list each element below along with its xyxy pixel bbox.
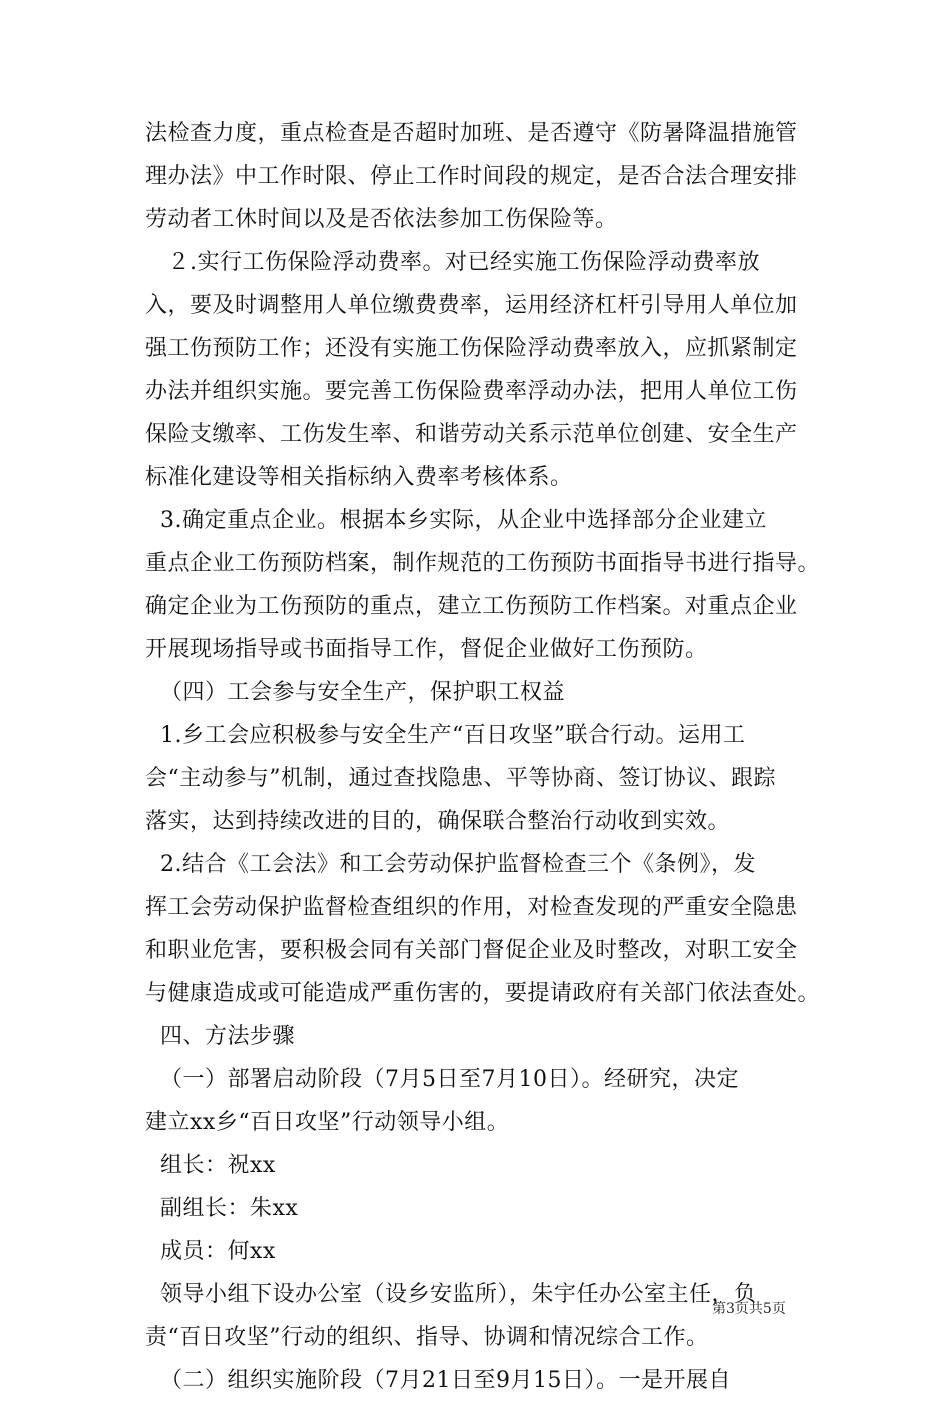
text-line: 开展现场指导或书面指导工作，督促企业做好工伤预防。 bbox=[145, 637, 708, 662]
text-line: 成员：何xx bbox=[145, 1239, 276, 1264]
text-line: 副组长：朱xx bbox=[145, 1196, 299, 1221]
text-line: 确定企业为工伤预防的重点，建立工伤预防工作档案。对重点企业 bbox=[145, 594, 798, 619]
text-line: 法检查力度，重点检查是否超时加班、是否遵守《防暑降温措施管 bbox=[145, 121, 798, 146]
text-line: 理办法》中工作时限、停止工作时间段的规定，是否合法合理安排 bbox=[145, 164, 798, 189]
text-line: 1.乡工会应积极参与安全生产“百日攻坚”联合行动。运用工 bbox=[145, 723, 746, 748]
text-line: 挥工会劳动保护监督检查组织的作用，对检查发现的严重安全隐患 bbox=[145, 895, 798, 920]
text-line: 组长：祝xx bbox=[145, 1153, 276, 1178]
section-heading: 四、方法步骤 bbox=[145, 1024, 295, 1049]
text-line: 领导小组下设办公室（设乡安监所），朱宇任办公室主任，负 bbox=[145, 1282, 757, 1307]
text-line: （一）部署启动阶段（7月5日至7月10日）。经研究，决定 bbox=[145, 1067, 739, 1092]
text-line: 2.结合《工会法》和工会劳动保护监督检查三个《条例》，发 bbox=[145, 852, 756, 877]
text-line: 和职业危害，要积极会同有关部门督促企业及时整改，对职工安全 bbox=[145, 938, 798, 963]
text-line: 重点企业工伤预防档案，制作规范的工伤预防书面指导书进行指导。 bbox=[145, 551, 821, 576]
text-line: （二）组织实施阶段（7月21日至9月15日）。一是开展自 bbox=[145, 1368, 731, 1393]
text-line: 建立xx乡“百日攻坚”行动领导小组。 bbox=[145, 1110, 510, 1135]
text-line: 强工伤预防工作；还没有实施工伤保险浮动费率放入，应抓紧制定 bbox=[145, 336, 798, 361]
text-line: ２.实行工伤保险浮动费率。对已经实施工伤保险浮动费率放 bbox=[145, 250, 760, 275]
text-line: 会“主动参与”机制，通过查找隐患、平等协商、签订协议、跟踪 bbox=[145, 766, 776, 791]
section-heading: （四）工会参与安全生产，保护职工权益 bbox=[145, 680, 565, 705]
document-body bbox=[145, 112, 821, 1402]
text-line: 劳动者工休时间以及是否依法参加工伤保险等。 bbox=[145, 207, 618, 232]
text-line: 与健康造成或可能造成严重伤害的，要提请政府有关部门依法查处。 bbox=[145, 981, 821, 1006]
text-line: 保险支缴率、工伤发生率、和谐劳动关系示范单位创建、安全生产 bbox=[145, 422, 798, 447]
text-line: 责“百日攻坚”行动的组织、指导、协调和情况综合工作。 bbox=[145, 1325, 709, 1350]
text-line: 3.确定重点企业。根据本乡实际，从企业中选择部分企业建立 bbox=[145, 508, 767, 533]
text-line: 办法并组织实施。要完善工伤保险费率浮动办法，把用人单位工伤 bbox=[145, 379, 798, 404]
text-line: 落实，达到持续改进的目的，确保联合整治行动收到实效。 bbox=[145, 809, 731, 834]
text-line: 入，要及时调整用人单位缴费费率，运用经济杠杆引导用人单位加 bbox=[145, 293, 798, 318]
text-line: 标准化建设等相关指标纳入费率考核体系。 bbox=[145, 465, 573, 490]
page-number: 第3页共5页 bbox=[712, 1301, 786, 1317]
